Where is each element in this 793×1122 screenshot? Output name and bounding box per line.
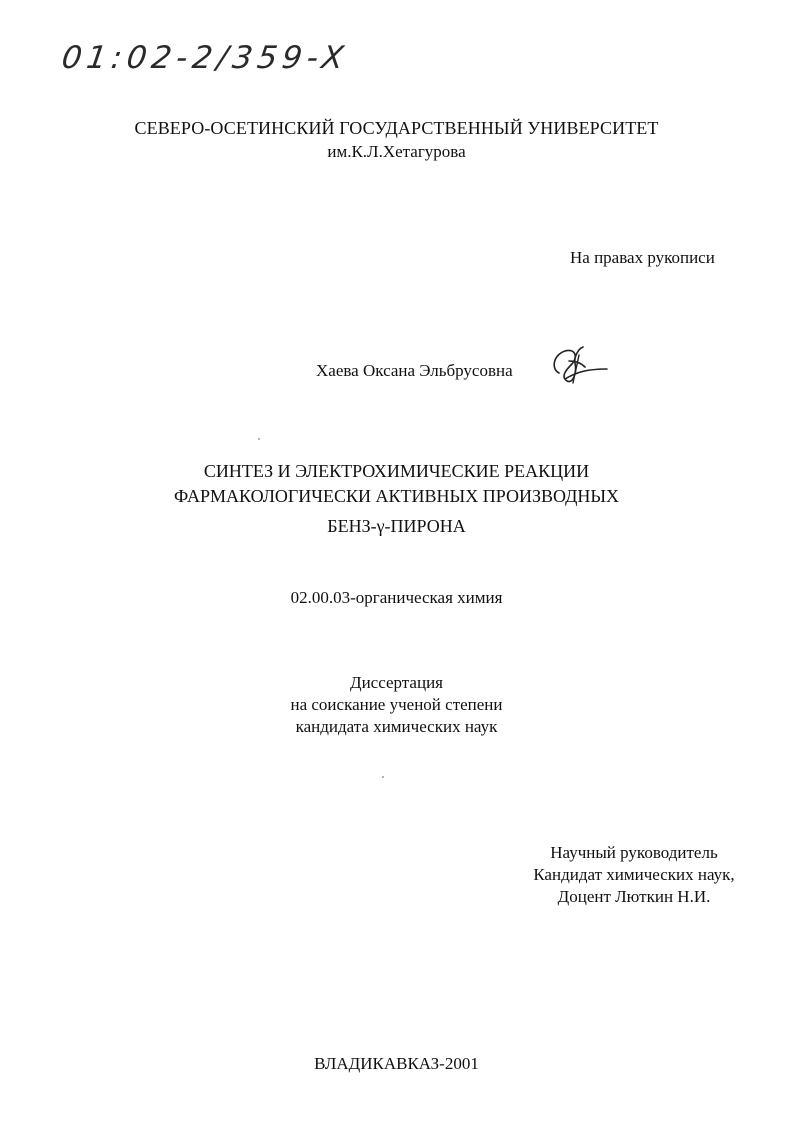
title-line-2: ФАРМАКОЛОГИЧЕСКИ АКТИВНЫХ ПРОИЗВОДНЫХ xyxy=(173,486,620,506)
dissertation-label: Диссертация xyxy=(349,673,443,692)
university-named-after: им.К.Л.Хетагурова xyxy=(327,142,466,161)
author-name: Хаева Оксана Эльбрусовна xyxy=(316,361,513,380)
degree-purpose: на соискание ученой степени xyxy=(290,695,503,714)
city-year: ВЛАДИКАВКАЗ-2001 xyxy=(314,1054,479,1073)
supervisor-degree: Кандидат химических наук, xyxy=(533,865,735,884)
supervisor-role: Научный руководитель xyxy=(550,843,718,862)
degree-name: кандидата химических наук xyxy=(295,717,498,736)
title-line-1: СИНТЕЗ И ЭЛЕКТРОХИМИЧЕСКИЕ РЕАКЦИИ xyxy=(203,461,590,481)
scan-speck xyxy=(258,438,260,440)
handwritten-signature xyxy=(545,343,609,389)
manuscript-rights-note: На правах рукописи xyxy=(570,248,715,267)
handwritten-catalog-code: 01:02-2/359-X xyxy=(59,40,351,76)
supervisor-block xyxy=(518,842,750,908)
supervisor-name: Доцент Люткин Н.И. xyxy=(557,887,711,906)
university-heading: СЕВЕРО-ОСЕТИНСКИЙ ГОСУДАРСТВЕННЫЙ УНИВЕРСИТЕТ xyxy=(134,118,659,138)
specialty-code: 02.00.03-органическая химия xyxy=(290,588,503,607)
title-line-3: БЕНЗ-γ-ПИРОНА xyxy=(327,516,466,536)
scan-speck xyxy=(382,776,384,778)
